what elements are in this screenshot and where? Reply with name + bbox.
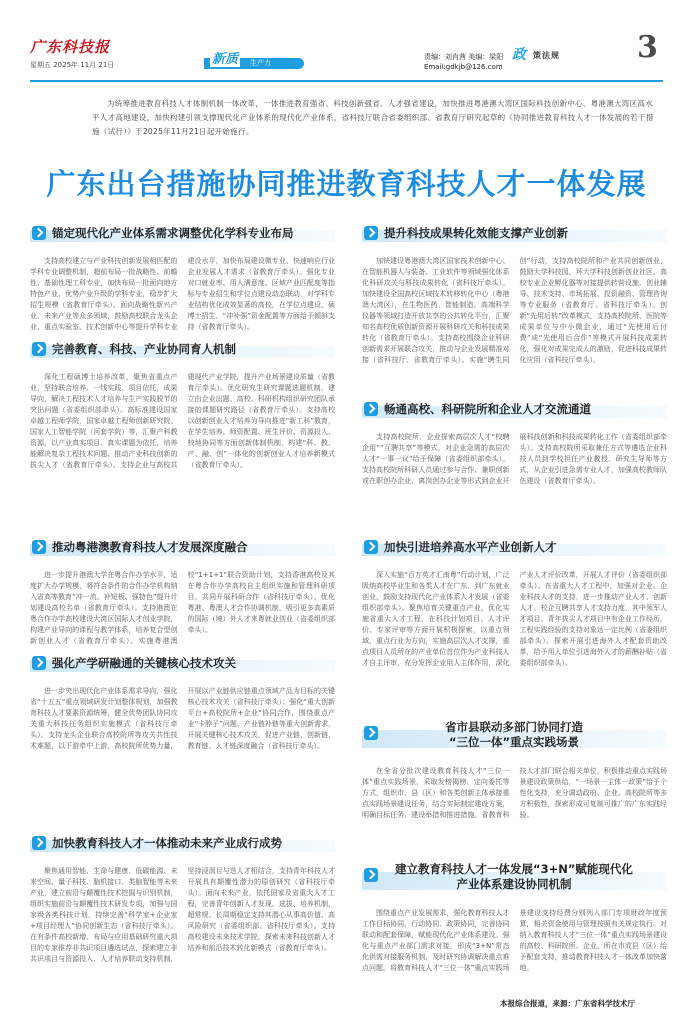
chevron-icon [32,540,46,554]
footer-credit: 本报综合报道，来源：广东省科学技术厅 [500,999,635,1008]
newspaper-name: 广东科技报 [30,38,111,56]
section-right-sub: 策法规 [533,51,560,60]
section-header [362,224,667,246]
article-section [362,400,667,544]
article-section [30,224,335,348]
lead-paragraph: 为统筹推进教育科技人才体制机制一体改革，一体推进教育强省、科技创新强省、人才强省建设，加快推进粤港澳大湾区国际科技创新中心、粤港澳大湾区高水平人才高地建设，加快构建引领支撑现代化产业体系的现代化产业体系，省科技厅联合省委组织部、省教育厅研究起草的《协同推进教育科技人才一体发展的若干措施（试行）》于2025年11月21日起开始施行。 [92,99,654,136]
section-body: 支持高校建立与产业科技创新发展相匹配的学科专业调整机制，超前布局一批战略性、前瞻性、基础性理工科专业，加快布局一批面向地方特色产业、优势产业升级的学科专业，稳步扩大招生规模（省教育厅牵头）。面向战略性新兴产业、未来产业等众多领域，鼓励高校联合龙头企业、重点实验室、技术创新中心等提升学科专业建设水平，加快布局建设微专业、快速响应行业企业发展人才需求（省教育厅牵头）。强化专业对口就业率、用人满意度、区域产业匹配度等指标与专业招生和学位点建设动态联动，对学科专业结构优化成效显著的高校，在学位点建设、硕博士招生、“冲补强”资金配置等方面给予倾斜支持（省教育厅牵头）。 [30,257,335,331]
section-header [30,654,335,676]
chevron-icon [364,402,378,416]
editor-line: 责编：刘肖茜 美编：梁阳 [424,53,504,61]
chevron-icon [364,868,378,882]
section-body: 进一步突出现代化产业体系需求导向，强化省“十五五”重点领域研发计划整体规划，加强教育科技人才要素资源统筹，健全优势团队协同攻关重大科技任务组织实施模式（省科技厅牵头）。支持龙头企业联合高校院所等攻关共性技术难题，以下游牵中上游，高校院所优势力量，开展以产业链供应链重点领域产品为目标的关键核心技术攻关（省科技厅牵头）；强化“重大创新平台+高校院所+企业”协同合作，围绕重点产业“卡脖子”问题、产业链补链等重大创新需求，开展关键核心技术攻关，促进产业链、创新链、教育链、人才链深度融合（省科技厅牵头）。 [30,687,335,750]
section-body: 深入实施“百万英才汇南粤”行动计划，广泛吸纳高校毕业生和各类人才在广东、到广东就业创业，鼓励支持现代化产业体系人才发展（省委组织部牵头）。聚焦培育关键重点产业，优化实施省重大人才工程，在科技计划项目、人才评价、专家评审等方面开展积极探索，以重点领域、重点行业为方向，实施高层次人才支撑，重点项目人员所在的产业单位首位作为产业科技人才自主评审，充分发挥企业用人主体作用，深化产业人才评价改革，开展人才评价（省委组织部牵头）。在省重大人才工程中，加强对企业、企业科技人才的支持，进一步推动产业人才、创新人才、校企互聘共享人才支持力度，其中领军人才项目、青年拔尖人才项目中有企业工作经历、工程实践经验的支持对象达一定比例（省委组织部牵头）。探索开展引进海外人才配套资助改革，给予用人单位引进海外人才的薪酬补贴（省委组织部牵头）。 [362,571,667,667]
chevron-icon [32,226,46,240]
article-section [362,538,667,738]
masthead-rule [30,80,663,82]
section-body: 聚焦通用智能、生命与健康、低碳能源、未来空间、量子科技、脑机接口、类脑智能等未来产业，建立前沿与颠覆性技术挖掘与识别机制，组织实施前沿与颠覆性技术研发专项，加强与国家级各类科技计划，持续完善“科学家+企业家+项目经理人”协同创新生态（省科技厅牵头）。在有条件高校新增、布局与应用基础研究重大项目的专家推荐非共识项目遴选试点，探索建立非共识项目与资源投入、人才培养联动支持机制，坚持浸润目与迭人才相结合，支持青年科技人才开展具有颠覆性潜力的原创研究（省科技厅牵头）。面向未来产业，依托国家及省重大人才工程，完善青年创新人才发现、选拔、培养机制，超常规、长周期稳定支持其潜心从事高价值、高风险研究（省委组织部、省科技厅牵头）。支持高校建设未来技术学院，探索未来科技创新人才培养和前沿技术转化新模式（省教育厅牵头）。 [30,867,335,963]
section-title: 完善教育、科技、产业协同育人机制 [52,342,236,356]
section-header [362,720,667,756]
section-left-sub: 生产力 [250,59,271,67]
article-section [362,720,667,862]
section-title: 建立教育科技人才一体发展“3+N”赋能现代化 产业体系建设协同机制 [395,862,633,891]
article-section [30,834,335,1002]
article-section [362,224,667,392]
section-header [362,538,667,560]
chevron-icon [364,540,378,554]
section-left-main: 新质 [210,48,240,67]
article-section [362,862,667,1008]
chevron-icon [32,342,46,356]
section-header [30,834,335,856]
section-body: 加快建设粤港澳大湾区国家技术创新中心、在智能机器人与装备、工业软件等领域强化体系化科研攻关与科技成果转化（省科技厅牵头）。加快建设全国高校区域技术转移转化中心（粤港澳大湾区），在生物医药、智能制造、高端科学仪器等领域打造开放共享的公共转化平台，汇聚知名高校优质创新资源开展科研攻关和科技成果转化（省教育厅牵头）。支持高校围绕企业科研创新需求开展联合攻关，推动与企业发展精准对接（省科技厅、省教育厅牵头）。实施“聘生同创”行动，支持高校院所和产业共同创新创业，鼓励大学科技园、环大学科技创新创业社区、高校专业企业孵化器等对接提供转营设施、创业辅导、技术支持、市场拓展、投资融资、管理咨询等专业服务（省教育厅、省科技厅牵头）。创新“先用后转”改革模式，支持高校院所、医院等成果单位与中小微企业，通过“先使用后付费”或“先使用后合作”等模式开展科技成果转化，强化对成果完成人的激励，促进科技成果转化应用（省科技厅牵头）。 [362,257,667,364]
section-body: 在全省分批次建设教育科技人才“三位一体”重点实践场景，采取发榜揭榜、定向委托等方式，组织市、县（区）和各类创新主体承接重点实践场景建设任务，结合实际制定建设方案，明确目标任务、建设举措和推进措施。省教育科技人才部门联合相关单位，积极推动重点实践场景建设政策供给，“一场景一主体一政策”给予个性化支持，充分调动政府、企业、高校院所等多方积极性，探索形成可复制可推广的广东实践经验。 [362,767,667,819]
section-badge-left [204,48,304,70]
section-header [362,400,667,422]
section-body: 支持高校院所、企业探索高层次人才“校聘企用”“互聘共享”等模式，对企业急需的高层次人才“一事一议”给予保障（省委组织部牵头）。支持高校院所科研人员通过参与合作、兼职创新或在职创办企业、离岗创办企业等形式到企业开展科技创新和科技成果转化工作（省委组织部牵头）。支持高校院所采取兼任方式等遴选企业科技人员到学校担任产业教授、研究生导师等方式，从企业引进急需专业人才，加强高校教师队伍建设（省教育厅牵头）。 [362,433,667,485]
section-header [30,538,335,560]
section-title: 加快教育科技人才一体推动未来产业成行成势 [52,836,282,850]
section-body: 深化工程硕博士培养改革，聚焦省重点产业，坚持联合培养、一线实践、项目依托，成果导向，解决工程技术人才培养与生产实践脱节的突出问题（省委组织部牵头）。高标准建设国家卓越工程师学院，国家卓越工程师创新研究院、国家人工智能学院（河套学院）等，汇聚产科教资源，以产业真实项目、真实课题为依托，培养能解决复杂工程技术问题、推动产业科技创新的拔尖人才（省教育厅牵头）。支持企业与高校共建现代产业学院，提升产业场景建设质量（省教育厅牵头）。优化研究生研究课题选题机制，建立由企业出题、高校、科研机构组织研究团队承接的课题研究路径（省教育厅牵头）。支持高校以创新创业人才培养为导向推进“新工科”教育，在学生培养、师资配置、班生评价、资源投入、校地协同等方面创新体制机制，构建“科、教、产、融、创”一体化的创新创业人才培养新模式（省教育厅牵头）。 [30,373,335,469]
section-title: 畅通高校、科研院所和企业人才交流通道 [384,402,591,416]
chevron-icon [32,836,46,850]
chevron-icon [364,726,378,740]
page-number: 3 [637,30,658,65]
section-body: 围绕重点产业发展需求，强化教育科技人才工作目标协同、行动协同、政策协同，完善协同联动和配套保障，赋能现代化产业体系建设。强化与重点产业部门需求对接，形成“3+N”常态化供需对接服务机制，及时研究协调解决重点难点问题。将教育科技人才“三位一体”重点实践场景建设支持经费分别列入部门专项财政年度预算，相关资金使用与管理按照有关规定执行。对纳入教育科技人才“三位一体”重点实践场景建设的高校、科研院所、企业、所在市或县（区）给予配套支持，推动教育科技人才一体改革加快落地。 [362,909,667,972]
issue-date: 星期五 2025年 11月 21日 [30,61,115,69]
section-title: 锚定现代化产业体系需求调整优化学科专业布局 [52,226,294,240]
section-header [362,862,667,898]
masthead [0,0,693,82]
email-line: Email:gdkjb@126.com [424,63,503,71]
article-section [30,654,335,798]
section-header [30,224,335,246]
section-title: 提升科技成果转化效能支撑产业创新 [384,226,568,240]
chevron-icon [32,656,46,670]
section-title: 推动粤港澳教育科技人才发展深度融合 [52,540,248,554]
section-body: 进一步提升港澳大学在粤合作办学水平，适度扩大办学规模，将符合条件的合作办学机构纳入省高等教育“冲一流、补短板、强特色”提升计划建设高校名单（省教育厅牵头）。支持港澳在粤合作办学高校建设大湾区国际人才创业学院，构建产业导向的课程与教学体系，培养复合型创新创业人才（省教育厅牵头）。实施粤港澳校“1+1+1”联合资助计划，支持香港高校及其在粤合作办学高校自主组织实施和管理科研项目，共同开展科研合作（省科技厅牵头）。优化粤港、粤澳人才合作协调机制，吸引更多高素质的国际（境）外人才来粤就业创业（省委组织部牵头）。 [30,571,335,645]
section-right-main: 政 [512,47,526,63]
section-title: 强化产学研融通的关键核心技术攻关 [52,656,236,670]
section-title: 加快引进培养高水平产业创新人才 [384,540,557,554]
editor-info [424,52,503,72]
section-title: 省市县联动多部门协同打造 “三位一体”重点实践场景 [445,720,583,749]
article-section [30,340,335,552]
section-header [30,340,335,362]
chevron-icon [364,226,378,240]
page-headline: 广东出台措施协同推进教育科技人才一体发展 [46,167,647,201]
